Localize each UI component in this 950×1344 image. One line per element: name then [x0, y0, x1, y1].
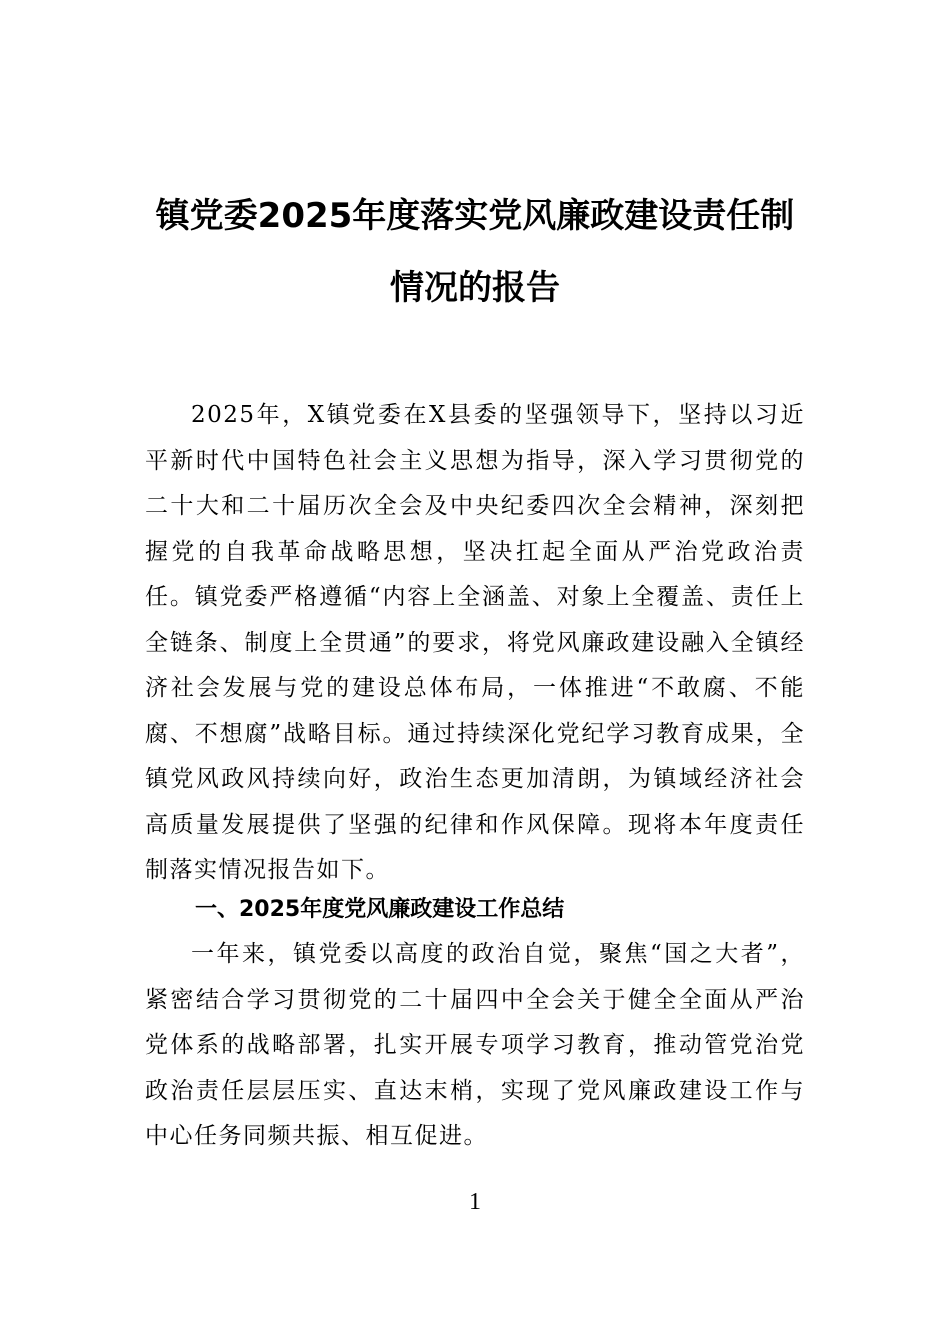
section-1-paragraph: 一年来，镇党委以高度的政治自觉，聚焦“国之大者”，紧密结合学习贯彻党的二十届四中全会关于健全全面从严治党体系的战略部署，扎实开展专项学习教育，推动管党治党政治责任层层压实、直达末梢，实现了党风廉政建设工作与中心任务同频共振、相互促进。: [145, 941, 805, 1149]
section-1-heading: 一、2025年度党风廉政建设工作总结: [195, 897, 565, 922]
document-title-line-1: 镇党委2025年度落实党风廉政建设责任制: [155, 196, 795, 236]
document-title-line-2: 情况的报告: [390, 268, 560, 308]
intro-paragraph: 2025年，X镇党委在X县委的坚强领导下，坚持以习近平新时代中国特色社会主义思想为指导，深入学习贯彻党的二十大和二十届历次全会及中央纪委四次全会精神，深刻把握党的自我革命战略思想，坚决扛起全面从严治党政治责任。镇党委严格遵循“内容上全涵盖、对象上全覆盖、责任上全链条、制度上全贯通”的要求，将党风廉政建设融入全镇经济社会发展与党的建设总体布局，一体推进“不敢腐、不能腐、不想腐”战略目标。通过持续深化党纪学习教育成果，全镇党风政风持续向好，政治生态更加清朗，为镇域经济社会高质量发展提供了坚强的纪律和作风保障。现将本年度责任制落实情况报告如下。: [145, 402, 805, 883]
page-number: 1: [469, 1189, 481, 1215]
